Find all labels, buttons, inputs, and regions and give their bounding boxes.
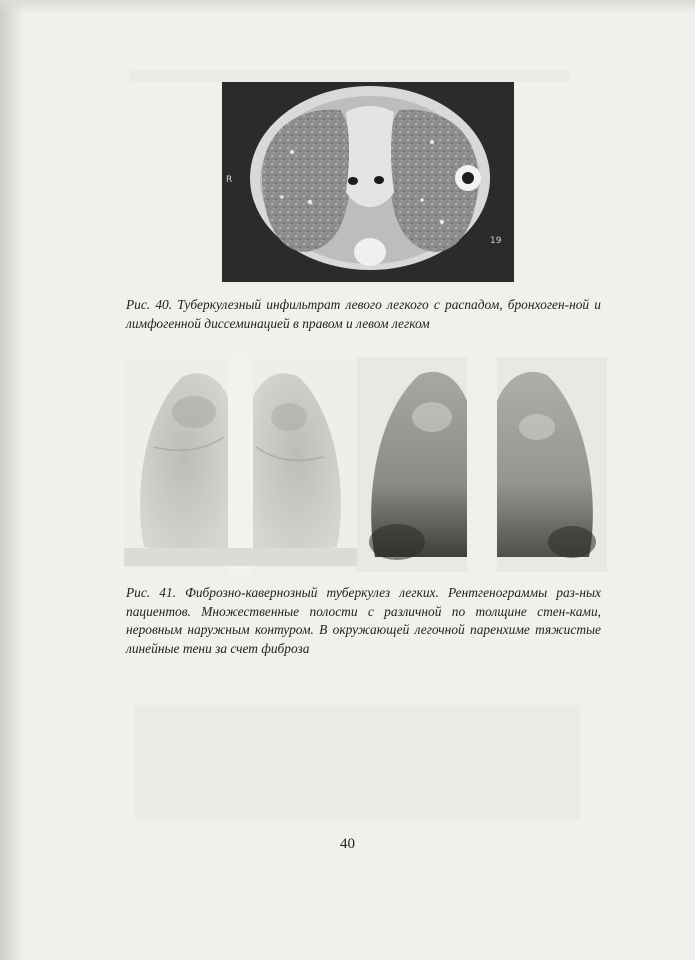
- bleed-through-top: [130, 70, 570, 82]
- xray-image-right: [357, 357, 607, 572]
- page-top-shadow: [0, 0, 695, 14]
- page-edge-shadow: [0, 0, 28, 960]
- figure-41-caption: Рис. 41. Фиброзно-кавернозный туберкулез легких. Рентгенограммы раз-ных пациентов. Множественные полости с различной по толщине стен-ками, неровным наружным контуром. В окружающей легочной паренхиме тяжистые линейные тени за счет фиброза: [126, 585, 601, 656]
- ct-side-marker: R: [226, 175, 233, 185]
- ct-scan-image: [222, 82, 514, 282]
- ct-slice-number: 19: [490, 236, 502, 246]
- bleed-through-bottom: [135, 705, 580, 820]
- xray-image-left: [124, 357, 357, 572]
- page-number: 40: [340, 836, 355, 852]
- figure-40-caption: Рис. 40. Туберкулезный инфильтрат левого легкого с распадом, бронхоген-ной и лимфогенной диссеминацией в правом и левом легком: [126, 297, 601, 331]
